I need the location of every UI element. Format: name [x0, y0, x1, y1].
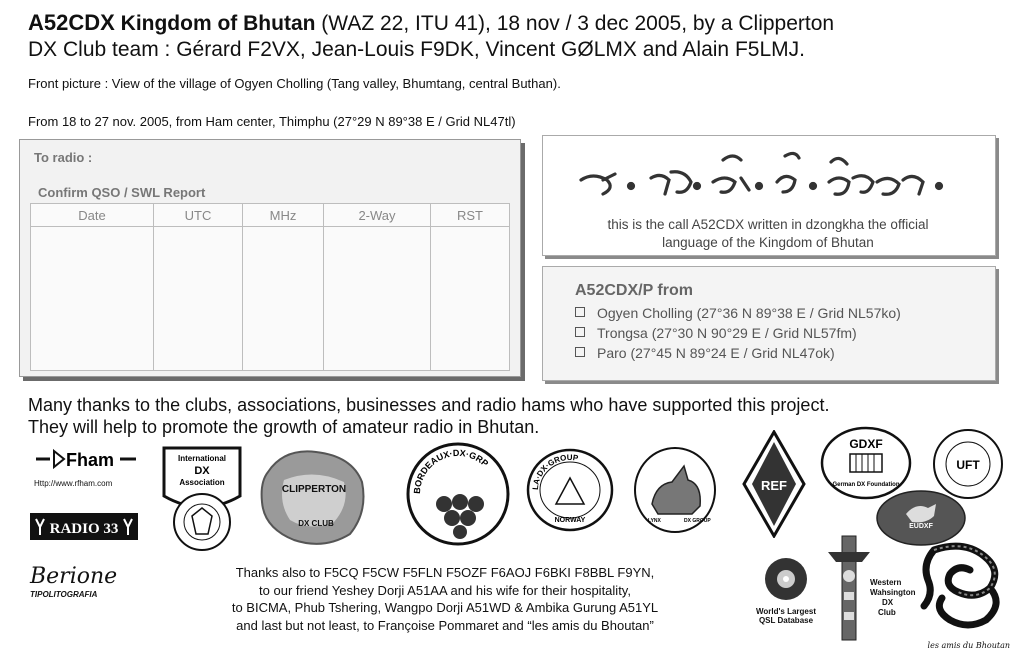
caption-line-2: language of the Kingdom of Bhutan — [662, 235, 874, 250]
cell-date — [31, 227, 154, 371]
gdxf-logo — [820, 426, 912, 500]
qso-table — [30, 203, 510, 371]
portable-heading: A52CDX/P from — [575, 282, 693, 299]
qsldb-line-1: World's Largest — [756, 607, 816, 616]
checkbox-icon — [575, 347, 585, 357]
thanks-line-1: Many thanks to the clubs, associations, businesses and radio hams who have supported this project. — [28, 395, 830, 415]
rfham-logo — [34, 448, 144, 488]
berione-logo — [30, 566, 140, 599]
cell-utc — [154, 227, 243, 371]
idxa-line-1: International — [177, 454, 227, 463]
ref-logo — [742, 430, 806, 538]
lynx-line-2: DX GROUP — [684, 518, 711, 524]
amis-text: les amis du Bhoutan — [927, 641, 1010, 650]
country-name: Kingdom of Bhutan — [120, 12, 316, 35]
location-text: Paro (27°45 N 89°24 E / Grid NL47ok) — [597, 345, 835, 361]
qsl-database-logo — [748, 556, 824, 628]
thanks-line-2: They will help to promote the growth of amateur radio in Bhutan. — [28, 417, 540, 437]
wwdx-line-3: DX — [882, 598, 894, 607]
cell-rst — [431, 227, 510, 371]
col-date: Date — [31, 204, 154, 227]
bordeaux-text: BORDEAUX·DX·GRP — [411, 447, 491, 495]
caption-line-1: this is the call A52CDX written in dzongkha the official — [607, 217, 929, 232]
idxa-line-3: Association — [179, 478, 225, 487]
confirm-qso-label: Confirm QSO / SWL Report — [38, 185, 206, 200]
list-item — [575, 303, 901, 323]
cd-disc-icon — [748, 556, 824, 602]
rfham-name: Fham — [66, 450, 115, 470]
rfham-url: Http://www.rfham.com — [34, 479, 113, 488]
location-text: Trongsa (27°30 N 90°29 E / Grid NL57fm) — [597, 325, 857, 341]
berione-text: Berione — [30, 564, 118, 589]
team-line: DX Club team : Gérard F2VX, Jean-Louis F9DK, Vincent GØLMX and Alain F5LMJ. — [28, 38, 805, 61]
qso-table-row — [31, 227, 510, 371]
cell-mhz — [243, 227, 324, 371]
la-dx-group-logo — [526, 448, 614, 532]
ref-text: REF — [761, 478, 787, 493]
qsl-confirmation-box — [19, 139, 521, 377]
cell-2way — [324, 227, 431, 371]
col-mhz: MHz — [243, 204, 324, 227]
dzongkha-caption — [553, 216, 983, 252]
checkbox-icon — [575, 307, 585, 317]
operating-location: From 18 to 27 nov. 2005, from Ham center, Thimphu (27°29 N 89°38 E / Grid NL47tl) — [28, 114, 516, 129]
additional-thanks-line: Thanks also to F5CQ F5CW F5FLN F5OZF F6AOJ F6BKI F8BBL F9YN, — [235, 565, 655, 580]
dragon-icon — [914, 540, 1010, 632]
portable-list — [575, 303, 901, 363]
berione-subtitle: TIPOLITOGRAFIA — [30, 590, 98, 599]
dzongkha-script-image — [573, 142, 973, 212]
dzongkha-call-box — [542, 135, 996, 256]
additional-thanks — [140, 564, 750, 634]
wwdx-caption — [870, 578, 915, 618]
radio33-logo — [30, 513, 138, 540]
header-line-1 — [28, 10, 834, 36]
list-item — [575, 323, 901, 343]
gdxf-text: GDXF — [849, 437, 883, 451]
col-rst: RST — [431, 204, 510, 227]
amis-du-bhoutan-logo — [914, 540, 1010, 650]
checkbox-icon — [575, 327, 585, 337]
bordeaux-dx-group-logo — [406, 442, 510, 546]
qsldb-line-2: QSL Database — [758, 616, 814, 625]
qsldb-caption — [748, 607, 824, 625]
uft-text: UFT — [956, 458, 980, 472]
wwdx-line-2: Wahsington — [870, 588, 916, 597]
rfham-mark-icon — [34, 448, 144, 470]
callsign: A52CDX — [28, 10, 115, 35]
list-item — [575, 343, 901, 363]
expedition-details: (WAZ 22, ITU 41), 18 nov / 3 dec 2005, by a Clipperton — [321, 12, 835, 35]
eudxf-text: EUDXF — [909, 523, 933, 530]
portable-locations-box — [542, 266, 996, 381]
ladx-line-2: NORWAY — [554, 517, 586, 524]
clipperton-line-2: DX CLUB — [298, 519, 334, 528]
additional-thanks-line: to our friend Yeshey Dorji A51AA and his wife for their hospitality, — [259, 582, 631, 598]
radio33-text: RADIO 33 — [49, 521, 119, 537]
totem-pole-icon — [826, 532, 872, 644]
clipperton-line-1: CLIPPERTON — [281, 484, 347, 495]
location-text: Ogyen Cholling (27°36 N 89°38 E / Grid NL57ko) — [597, 305, 901, 321]
gdxf-subtitle: German DX Foundation — [832, 482, 900, 488]
lynx-dx-group-logo — [632, 444, 718, 534]
additional-thanks-line: to BICMA, Phub Tshering, Wangpo Dorji A51WD & Ambika Gurung A51YL — [231, 600, 659, 615]
western-washington-dx-club-logo — [826, 532, 926, 644]
idxa-line-2: DX — [194, 465, 210, 477]
front-picture-caption: Front picture : View of the village of Ogyen Cholling (Tang valley, Bhumtang, central Buthan). — [28, 76, 561, 91]
ladx-line-1: LA·DX·GROUP — [530, 452, 579, 491]
idxa-logo — [162, 446, 242, 552]
clipperton-dx-club-logo — [254, 442, 378, 554]
qso-table-header — [31, 204, 510, 227]
col-2way: 2-Way — [324, 204, 431, 227]
col-utc: UTC — [154, 204, 243, 227]
lynx-line-1: LYNX — [648, 518, 661, 524]
to-radio-label: To radio : — [34, 150, 93, 165]
additional-thanks-line: and last but not least, to Françoise Pommaret and “les amis du Bhoutan” — [236, 617, 654, 633]
wwdx-line-1: Western — [870, 578, 902, 587]
wwdx-line-4: Club — [878, 608, 896, 617]
